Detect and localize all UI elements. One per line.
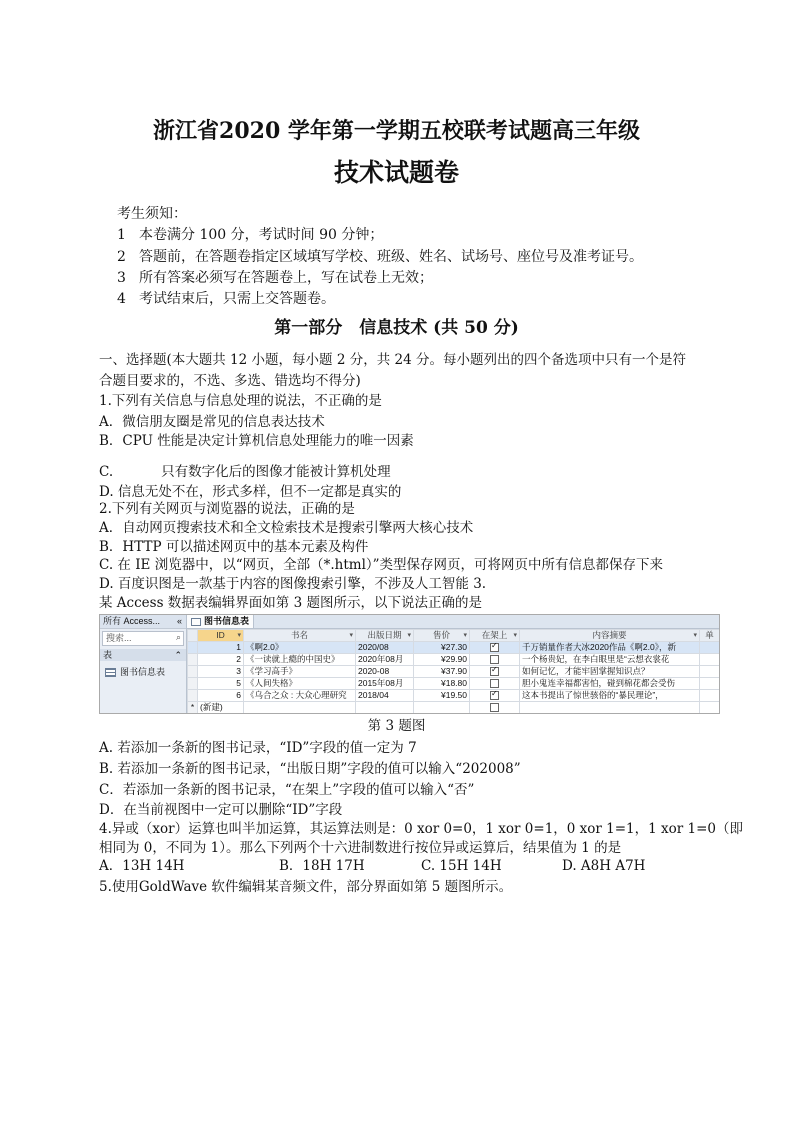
shelf-checkbox[interactable] [490,691,499,700]
row-selector[interactable] [188,642,198,654]
nav-group-tables[interactable]: 表 ⌃ [100,649,186,661]
chevron-down-icon[interactable]: ▾ [693,632,697,639]
cell-summary[interactable]: 这本书提出了惊世骇俗的“暴民理论”， [520,690,700,702]
cell-id-new[interactable]: (新建) [198,702,244,714]
cell-price[interactable]: ¥19.50 [414,690,470,702]
new-row-marker: * [188,702,198,714]
cell-shelf[interactable] [470,654,520,666]
cell-extra[interactable] [700,642,720,654]
column-header[interactable]: 在架上 ▾ [470,630,520,642]
chevron-up-icon[interactable]: ⌃ [174,650,182,660]
cell-new[interactable] [244,702,356,714]
notice-heading: 考生须知： [117,206,187,222]
navigation-pane [100,615,187,713]
question-stem: 1.下列有关信息与信息处理的说法，不正确的是 [99,393,382,409]
option-b: B．18H 17H [279,858,365,874]
chevron-down-icon[interactable]: ▾ [407,632,411,639]
cell-id[interactable]: 3 [198,666,244,678]
shelf-checkbox[interactable] [490,667,499,676]
cell-id[interactable]: 2 [198,654,244,666]
option-b: B. 若添加一条新的图书记录，“出版日期”字段的值可以输入“202008” [99,761,521,777]
table-icon [105,668,116,677]
chevron-down-icon[interactable]: ▾ [237,632,241,639]
cell-title[interactable]: 《乌合之众 : 大众心理研究 [244,690,356,702]
notice-item: 3 所有答案必须写在答题卷上，写在试卷上无效； [117,270,433,286]
cell-title[interactable]: 《人间失格》 [244,678,356,690]
table-row[interactable] [188,642,720,654]
question-stem: 4.异或（xor）运算也叫半加运算，其运算法则是：0 xor 0=0，1 xor 0=1，0 xor 1=1，1 xor 1=0（即 [99,821,743,837]
shelf-checkbox[interactable] [490,643,499,652]
question-stem: 2.下列有关网页与浏览器的说法，正确的是 [99,501,355,517]
cell-date[interactable]: 2020年08月 [356,654,414,666]
collapse-icon[interactable]: « [176,616,182,626]
question-stem-cont: 相同为 0，不同为 1）。那么下列两个十六进制数进行按位异或运算后，结果值为 1 的是 [99,840,622,856]
cell-id[interactable]: 1 [198,642,244,654]
datasheet-table [187,629,720,714]
nav-item-table[interactable]: 图书信息表 [100,665,186,679]
cell-price[interactable]: ¥18.80 [414,678,470,690]
option-d: D. A8H A7H [562,858,646,874]
row-selector[interactable] [188,666,198,678]
cell-id[interactable]: 6 [198,690,244,702]
exam-subtitle: 技术试题卷 [333,158,459,187]
cell-shelf[interactable] [470,690,520,702]
table-row[interactable] [188,678,720,690]
option-a: A. 若添加一条新的图书记录，“ID”字段的值一定为 7 [99,740,417,756]
option-c: C．若添加一条新的图书记录，“在架上”字段的值可以输入“否” [99,782,475,798]
option-d: D．在当前视图中一定可以删除“ID”字段 [99,802,343,818]
cell-title[interactable]: 《学习高手》 [244,666,356,678]
cell-extra[interactable] [700,678,720,690]
cell-summary[interactable]: 如何记忆，才能牢固掌握知识点？ [520,666,700,678]
chevron-down-icon[interactable]: ▾ [513,632,517,639]
cell-price[interactable]: ¥27.30 [414,642,470,654]
column-header[interactable]: 售价 ▾ [414,630,470,642]
access-screenshot [99,614,720,714]
cell-extra[interactable] [700,654,720,666]
datasheet-view [187,615,719,713]
nav-header[interactable]: 所有 Access... « [100,615,186,629]
column-header[interactable]: ID ▾ [198,630,244,642]
cell-date[interactable]: 2020-08 [356,666,414,678]
cell-title[interactable]: 《啊2.0》 [244,642,356,654]
option-a: A．自动网页搜索技术和全文检索技术是搜索引擎两大核心技术 [99,520,474,536]
cell-summary[interactable]: 胆小鬼连幸福都害怕，碰到棉花都会受伤 [520,678,700,690]
figure-caption: 第 3 题图 [367,718,426,734]
cell-extra[interactable] [700,690,720,702]
option-a: A．微信朋友圈是常见的信息表达技术 [99,414,325,430]
option-c: C. 15H 14H [421,858,502,874]
document-tabs [187,615,719,629]
option-b: B．HTTP 可以描述网页中的基本元素及构件 [99,539,369,555]
table-row[interactable] [188,666,720,678]
option-c: C. 只有数字化后的图像才能被计算机处理 [99,464,391,480]
chevron-down-icon[interactable]: ▾ [349,632,353,639]
shelf-checkbox[interactable] [490,655,499,664]
cell-date[interactable]: 2015年08月 [356,678,414,690]
shelf-checkbox[interactable] [490,679,499,688]
cell-shelf[interactable] [470,678,520,690]
cell-new[interactable] [356,702,414,714]
cell-shelf[interactable] [470,666,520,678]
cell-title[interactable]: 《一读就上瘾的中国史》 [244,654,356,666]
search-icon[interactable]: ⌕ [175,632,181,642]
cell-price[interactable]: ¥29.90 [414,654,470,666]
option-d: D. 百度识图是一款基于内容的图像搜索引擎，不涉及人工智能 3. [99,576,487,592]
nav-search-input[interactable]: 搜索... ⌕ [102,631,184,646]
option-c: C. 在 IE 浏览器中，以“网页，全部（*.html）”类型保存网页，可将网页中所有信息都保存下来 [99,557,664,573]
shelf-checkbox-new[interactable] [490,703,499,712]
cell-new[interactable] [470,702,520,714]
section-intro: 合题目要求的，不选、多选、错选均不得分) [99,373,361,389]
row-selector[interactable] [188,654,198,666]
cell-price[interactable]: ¥37.90 [414,666,470,678]
notice-item: 2 答题前，在答题卷指定区域填写学校、班级、姓名、试场号、座位号及准考证号。 [117,249,643,265]
cell-date[interactable]: 2018/04 [356,690,414,702]
select-all-cell[interactable] [188,630,198,642]
new-record-row[interactable] [188,702,720,714]
cell-id[interactable]: 5 [198,678,244,690]
cell-new[interactable] [700,702,720,714]
option-b: B．CPU 性能是决定计算机信息处理能力的唯一因素 [99,433,414,449]
cell-summary[interactable]: 千万销量作者大冰2020作品《啊2.0》，新 [520,642,700,654]
column-header[interactable]: 出版日期 ▾ [356,630,414,642]
section-intro: 一、选择题(本大题共 12 小题，每小题 2 分，共 24 分。每小题列出的四个备选项中只有一个是符 [99,352,686,368]
column-header[interactable]: 书名 ▾ [244,630,356,642]
cell-new[interactable] [520,702,700,714]
option-a: A．13H 14H [99,858,185,874]
tab-table[interactable]: 图书信息表 [187,615,254,628]
row-selector[interactable] [188,678,198,690]
chevron-down-icon[interactable]: ▾ [463,632,467,639]
notice-item: 4 考试结束后，只需上交答题卷。 [117,291,335,307]
table-icon [191,618,201,626]
header-row [188,630,720,642]
cell-date[interactable]: 2020/08 [356,642,414,654]
table-row[interactable] [188,654,720,666]
exam-title: 浙江省2020 学年第一学期五校联考试题高三年级 [153,118,640,144]
column-header[interactable]: 内容摘要 ▾ [520,630,700,642]
option-d: D. 信息无处不在，形式多样，但不一定都是真实的 [99,484,402,500]
column-header[interactable]: 单 [700,630,720,642]
cell-extra[interactable] [700,666,720,678]
part-title: 第一部分 信息技术 (共 50 分) [274,318,519,338]
cell-summary[interactable]: 一个杨贵妃，在李白眼里是“云想衣裳花 [520,654,700,666]
row-selector[interactable] [188,690,198,702]
question-stem: 某 Access 数据表编辑界面如第 3 题图所示，以下说法正确的是 [99,595,482,611]
cell-new[interactable] [414,702,470,714]
cell-shelf[interactable] [470,642,520,654]
table-row[interactable] [188,690,720,702]
notice-item: 1 本卷满分 100 分，考试时间 90 分钟； [117,227,384,243]
question-stem: 5.使用GoldWave 软件编辑某音频文件，部分界面如第 5 题图所示。 [99,879,513,895]
